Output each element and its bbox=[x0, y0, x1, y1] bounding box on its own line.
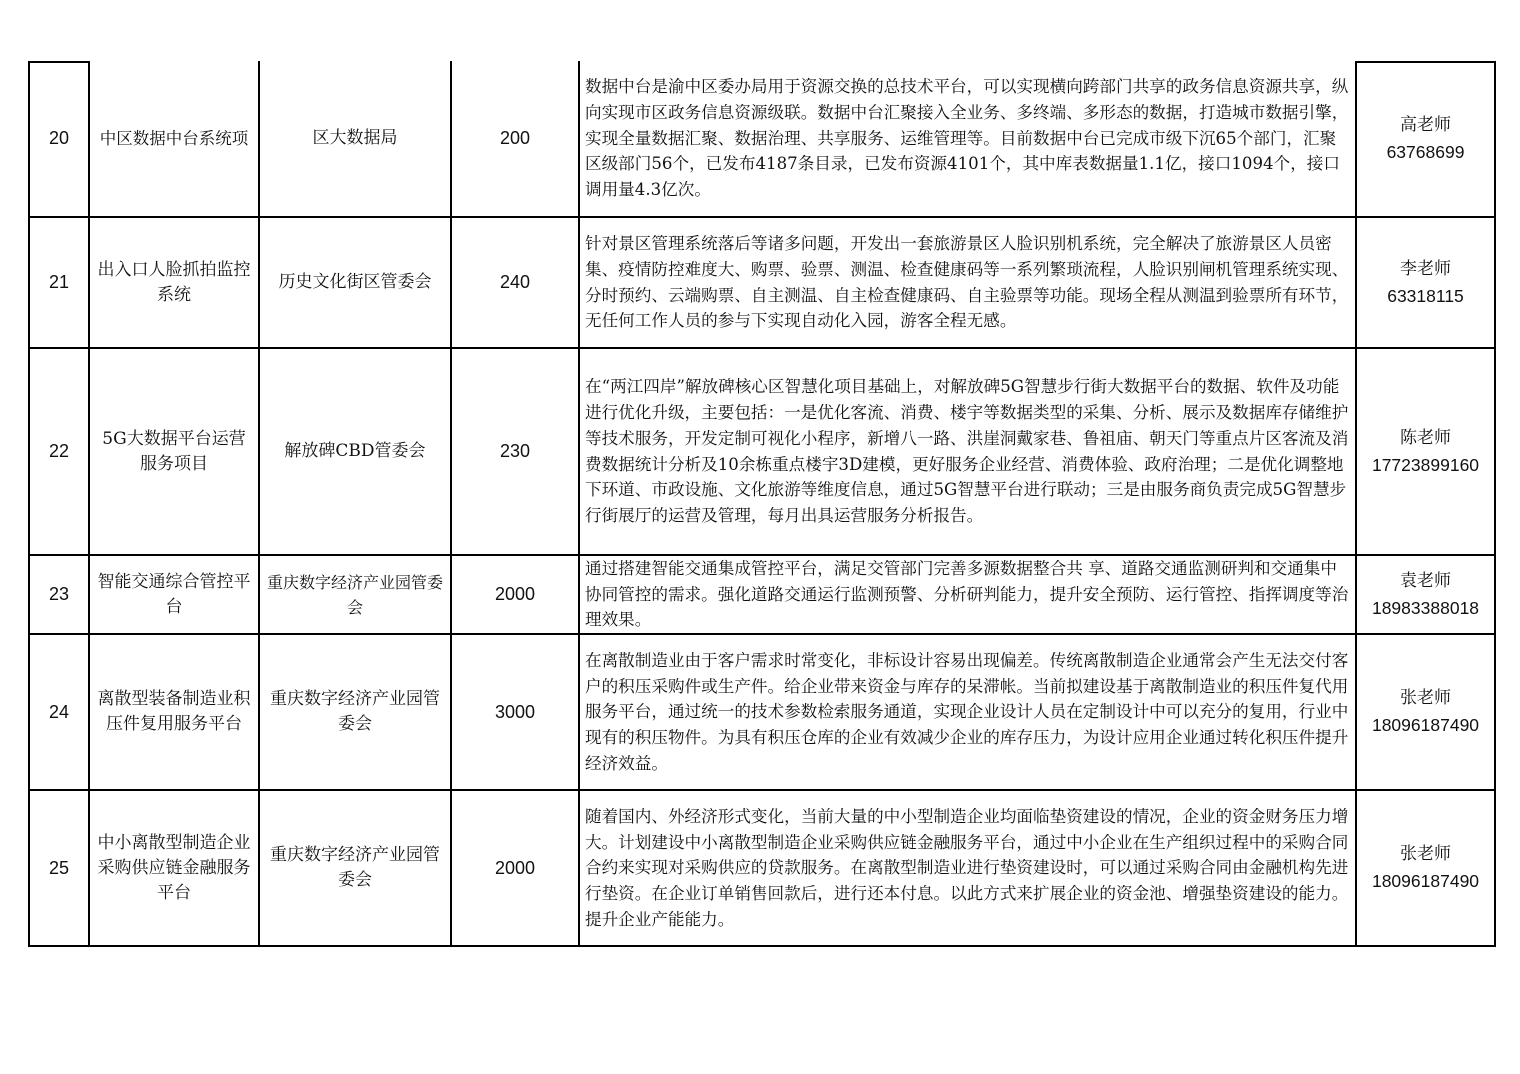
row-number: 21 bbox=[29, 217, 89, 348]
contact-name: 张老师 bbox=[1400, 688, 1451, 709]
responsible-unit: 区大数据局 bbox=[259, 61, 451, 217]
contact-cell bbox=[1356, 634, 1495, 790]
table-row bbox=[29, 790, 1495, 946]
row-number: 20 bbox=[29, 61, 89, 217]
contact-phone: 18096187490 bbox=[1371, 715, 1480, 736]
project-description: 针对景区管理系统落后等诸多问题，开发出一套旅游景区人脸识别机系统，完全解决了旅游景区人员密集、疫情防控难度大、购票、验票、测温、检查健康码等一系列繁琐流程，人脸识别闸机管理系统实现、分时预约、云端购票、自主测温、自主检查健康码、自主验票等功能。现场全程从测温到验票所有环节，无任何工作人员的参与下实现自动化入园，游客全程无感。 bbox=[579, 217, 1356, 348]
project-description: 通过搭建智能交通集成管控平台，满足交管部门完善多源数据整合共 享、道路交通监测研判和交通集中协同管控的需求。强化道路交通运行监测预警、分析研判能力，提升安全预防、运行管控、指挥调度等治理效果。 bbox=[579, 555, 1356, 634]
table-row bbox=[29, 634, 1495, 790]
contact-phone: 17723899160 bbox=[1371, 454, 1480, 475]
contact-name: 张老师 bbox=[1400, 844, 1451, 865]
contact-name: 高老师 bbox=[1400, 114, 1451, 135]
investment-amount: 3000 bbox=[451, 634, 579, 790]
investment-amount: 240 bbox=[451, 217, 579, 348]
investment-amount: 200 bbox=[451, 61, 579, 217]
contact-cell bbox=[1356, 61, 1495, 217]
project-description: 在离散制造业由于客户需求时常变化，非标设计容易出现偏差。传统离散制造企业通常会产生无法交付客户的积压采购件或生产件。给企业带来资金与库存的呆滞帐。当前拟建设基于离散制造业的积压件复代用服务平台，通过统一的技术参数检索服务通道，实现企业设计人员在定制设计中可以充分的复用，行业中现有的积压物件。为具有积压仓库的企业有效减少企业的库存压力，为设计应用企业通过转化积压件提升经济效益。 bbox=[579, 634, 1356, 790]
investment-amount: 2000 bbox=[451, 555, 579, 634]
contact-name: 袁老师 bbox=[1400, 570, 1451, 591]
project-description: 随着国内、外经济形式变化，当前大量的中小型制造企业均面临垫资建设的情况，企业的资金财务压力增大。计划建设中小离散型制造企业采购供应链金融服务平台，通过中小企业在生产组织过程中的采购合同合约来实现对采购供应的贷款服务。在离散型制造业进行垫资建设时，可以通过采购合同由金融机构先进行垫资。在企业订单销售回款后，进行还本付息。以此方式来扩展企业的资金池、增强垫资建设的能力。提升企业产能能力。 bbox=[579, 790, 1356, 946]
contact-name: 陈老师 bbox=[1400, 427, 1451, 448]
row-number: 23 bbox=[29, 555, 89, 634]
row-number: 25 bbox=[29, 790, 89, 946]
investment-amount: 230 bbox=[451, 348, 579, 555]
project-description: 在“两江四岸”解放碑核心区智慧化项目基础上，对解放碑5G智慧步行街大数据平台的数据、软件及功能进行优化升级，主要包括：一是优化客流、消费、楼宇等数据类型的采集、分析、展示及数据库存储维护等技术服务，开发定制可视化小程序，新增八一路、洪崖洞戴家巷、鲁祖庙、朝天门等重点片区客流及消费数据统计分析及10余栋重点楼宇3D建模，更好服务企业经营、消费体验、政府治理；二是优化调整地下环道、市政设施、文化旅游等维度信息，通过5G智慧平台进行联动；三是由服务商负责完成5G智慧步行街展厅的运营及管理，每月出具运营服务分析报告。 bbox=[579, 348, 1356, 555]
investment-amount: 2000 bbox=[451, 790, 579, 946]
responsible-unit: 重庆数字经济产业园管委会 bbox=[259, 555, 451, 634]
contact-phone: 18983388018 bbox=[1371, 597, 1480, 618]
project-description: 数据中台是渝中区委办局用于资源交换的总技术平台，可以实现横向跨部门共享的政务信息资源共享，纵向实现市区政务信息资源级联。数据中台汇聚接入全业务、多终端、多形态的数据，打造城市数据引擎，实现全量数据汇聚、数据治理、共享服务、运维管理等。目前数据中台已完成市级下沉65个部门，汇聚区级部门56个，已发布4187条目录，已发布资源4101个，其中库表数据量1.1亿，接口1094个，接口调用量4.3亿次。 bbox=[579, 61, 1356, 217]
contact-cell bbox=[1356, 217, 1495, 348]
responsible-unit: 重庆数字经济产业园管委会 bbox=[259, 790, 451, 946]
project-name: 智能交通综合管控平台 bbox=[89, 555, 259, 634]
responsible-unit: 历史文化街区管委会 bbox=[259, 217, 451, 348]
contact-phone: 63318115 bbox=[1387, 285, 1464, 306]
row-number: 22 bbox=[29, 348, 89, 555]
project-name: 5G大数据平台运营服务项目 bbox=[89, 348, 259, 555]
project-table bbox=[28, 61, 1496, 947]
row-number: 24 bbox=[29, 634, 89, 790]
table-row bbox=[29, 348, 1495, 555]
project-table-container bbox=[28, 61, 1494, 947]
contact-cell bbox=[1356, 348, 1495, 555]
responsible-unit: 解放碑CBD管委会 bbox=[259, 348, 451, 555]
project-name: 中区数据中台系统项 bbox=[89, 61, 259, 217]
contact-phone: 18096187490 bbox=[1371, 871, 1480, 892]
contact-phone: 63768699 bbox=[1386, 141, 1465, 162]
project-name: 出入口人脸抓拍监控系统 bbox=[89, 217, 259, 348]
project-name: 中小离散型制造企业采购供应链金融服务平台 bbox=[89, 790, 259, 946]
responsible-unit: 重庆数字经济产业园管委会 bbox=[259, 634, 451, 790]
contact-cell bbox=[1356, 790, 1495, 946]
project-name: 离散型装备制造业积压件复用服务平台 bbox=[89, 634, 259, 790]
contact-name: 李老师 bbox=[1400, 258, 1451, 279]
table-row bbox=[29, 61, 1495, 217]
contact-cell bbox=[1356, 555, 1495, 634]
table-row bbox=[29, 217, 1495, 348]
table-row bbox=[29, 555, 1495, 634]
